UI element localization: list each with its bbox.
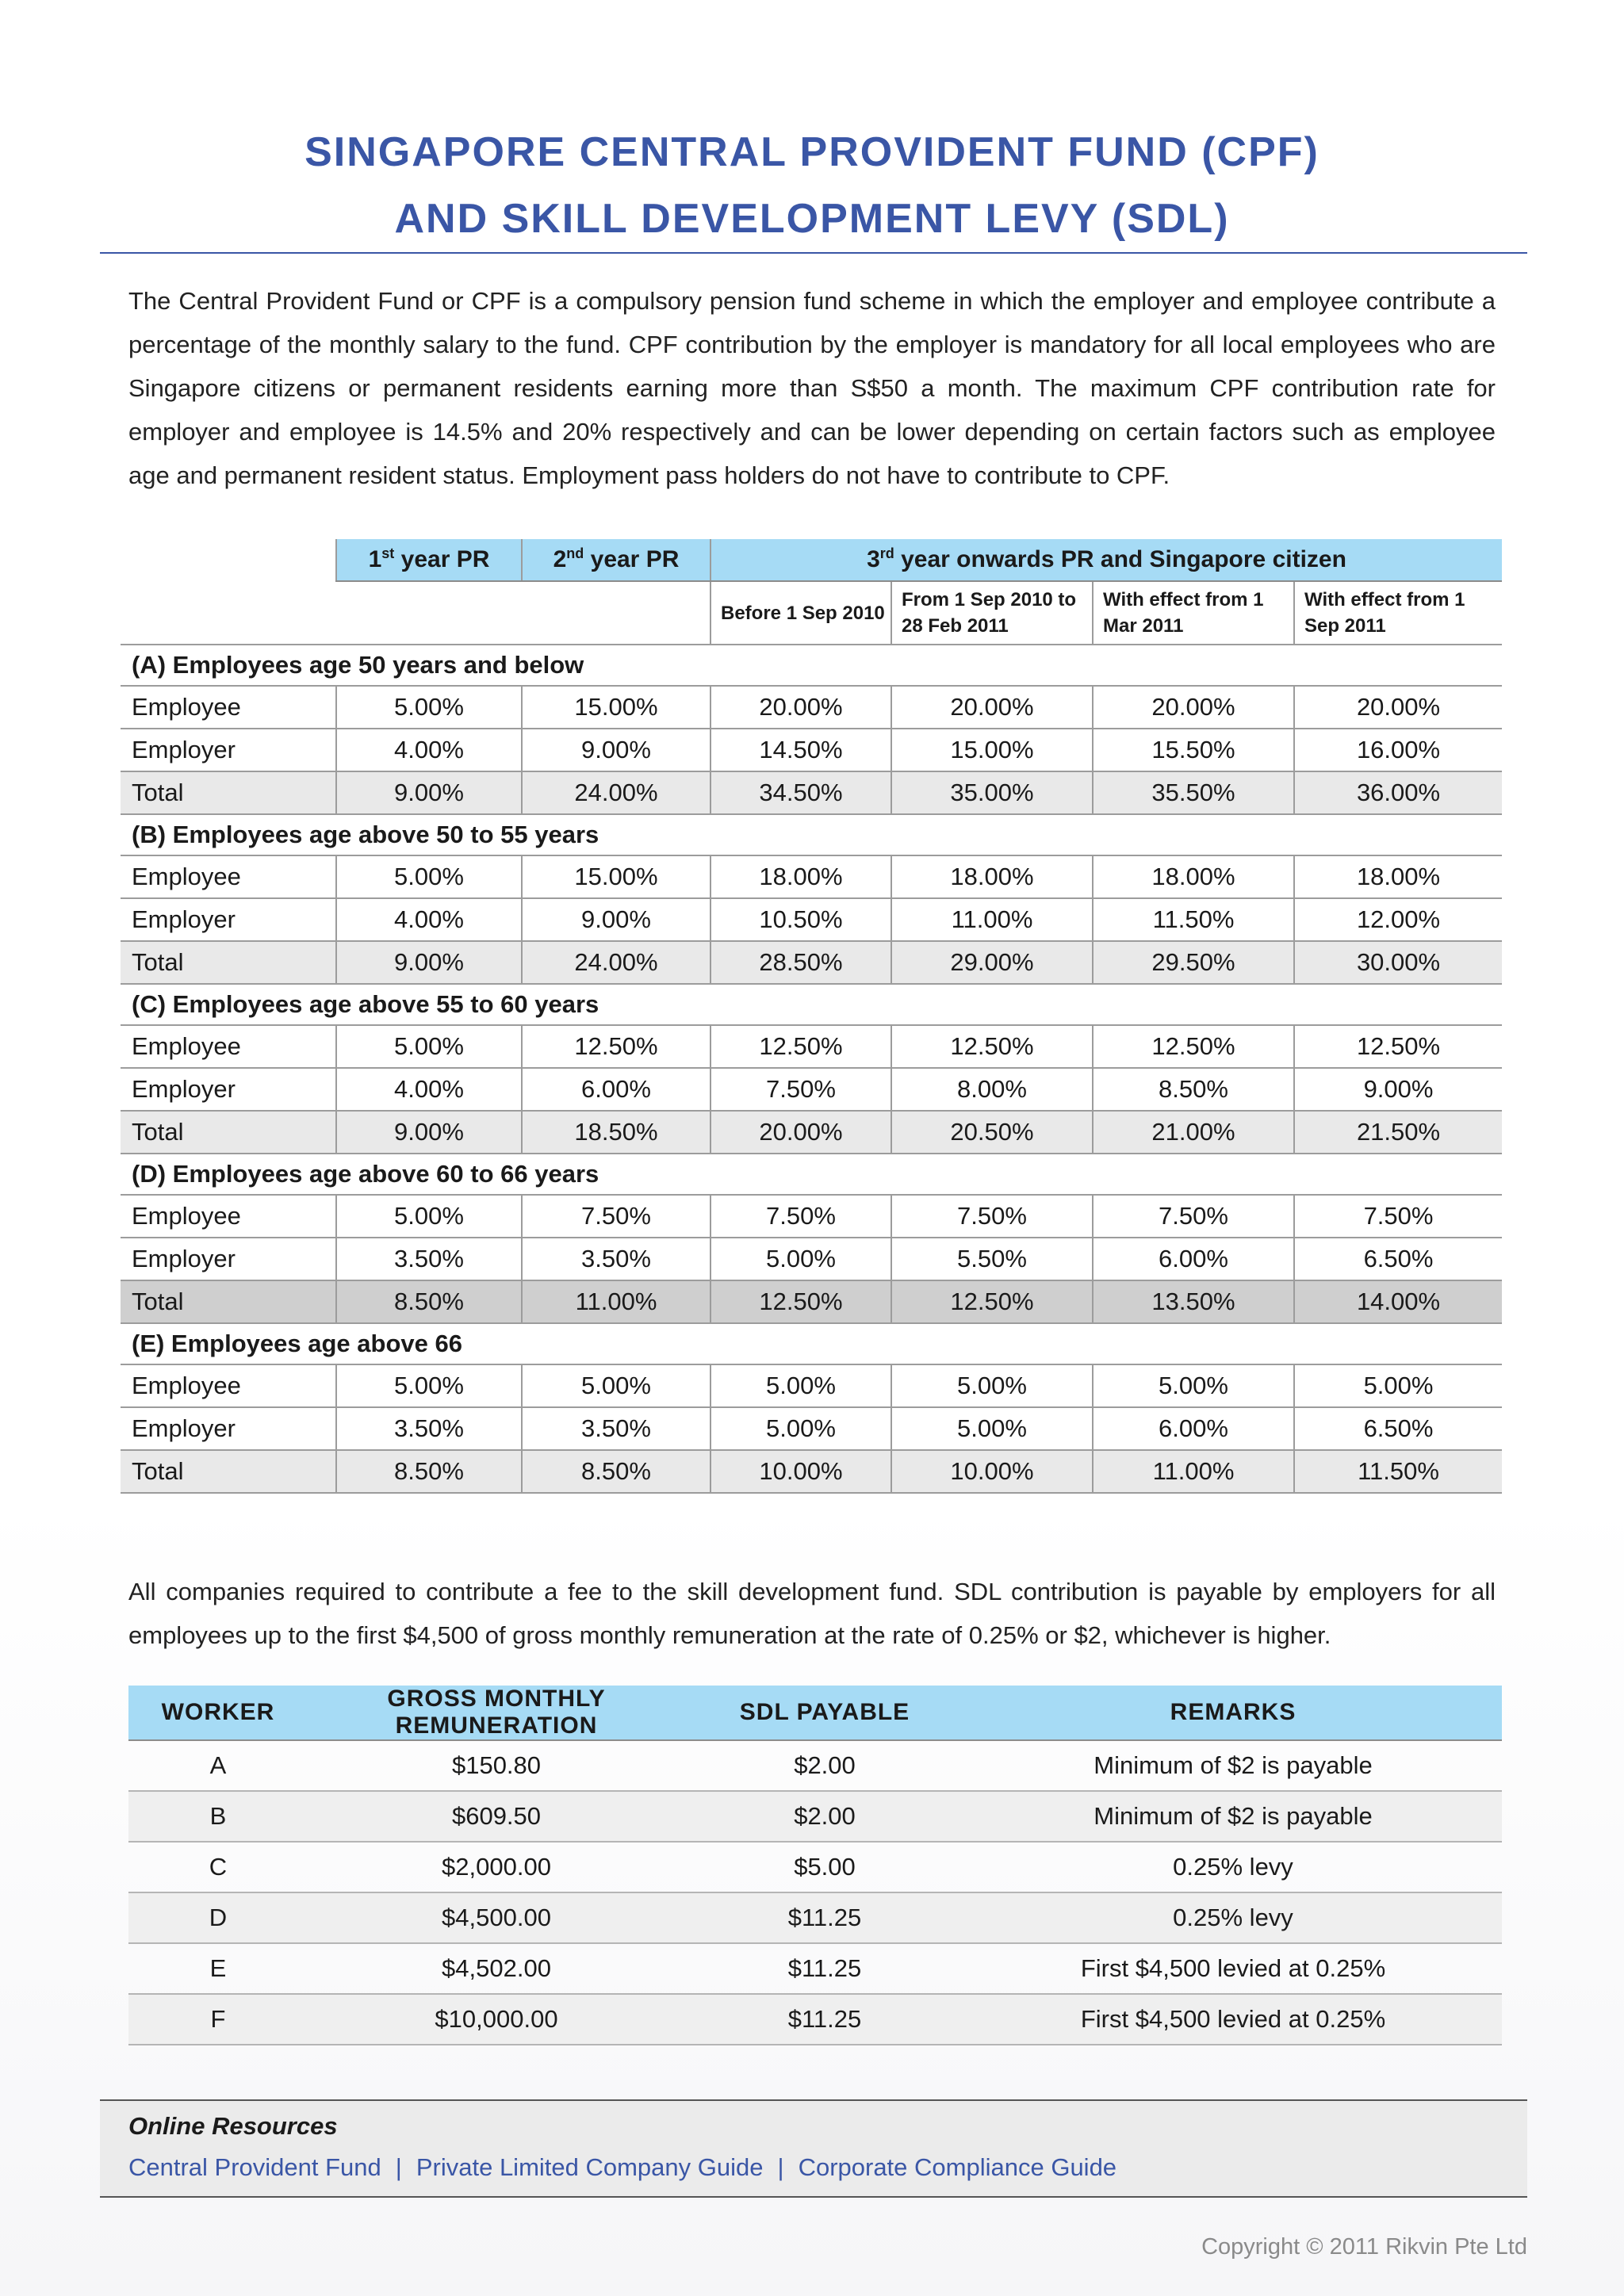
cpf-rate-cell: 18.00% (1294, 855, 1502, 898)
cpf-row-label: Employer (121, 1238, 336, 1280)
cpf-row-employee (121, 1364, 1502, 1407)
cpf-row-total (121, 941, 1502, 984)
sdl-gross-cell: $4,500.00 (308, 1892, 685, 1943)
cpf-rate-cell: 10.00% (710, 1450, 891, 1493)
sdl-payable-cell: $2.00 (685, 1791, 964, 1842)
cpf-rate-cell: 5.00% (710, 1364, 891, 1407)
sdl-worker-cell: A (128, 1740, 308, 1791)
cpf-rate-cell: 11.00% (522, 1280, 710, 1323)
sdl-row (128, 1892, 1502, 1943)
sdl-gross-cell: $10,000.00 (308, 1994, 685, 2045)
title-line-2: AND SKILL DEVELOPMENT LEVY (SDL) (394, 196, 1230, 242)
sdl-row (128, 1740, 1502, 1791)
cpf-rate-cell: 21.50% (1294, 1111, 1502, 1154)
sdl-remarks-cell: First $4,500 levied at 0.25% (964, 1994, 1502, 2045)
cpf-rate-cell: 15.00% (522, 855, 710, 898)
cpf-subheader-row (121, 581, 1502, 645)
cpf-row-label: Employee (121, 1364, 336, 1407)
cpf-rate-cell: 5.00% (710, 1238, 891, 1280)
cpf-row-employer (121, 729, 1502, 771)
cpf-row-employer (121, 1238, 1502, 1280)
cpf-rate-cell: 12.50% (522, 1025, 710, 1068)
sdl-worker-cell: F (128, 1994, 308, 2045)
cpf-rate-cell: 5.00% (336, 686, 522, 729)
cpf-row-label: Employee (121, 1025, 336, 1068)
title-divider (100, 252, 1527, 254)
cpf-rate-cell: 12.50% (710, 1280, 891, 1323)
cpf-rates-table (121, 539, 1502, 1494)
cpf-rate-cell: 5.50% (891, 1238, 1093, 1280)
cpf-rate-cell: 24.00% (522, 941, 710, 984)
cpf-rate-cell: 36.00% (1294, 771, 1502, 814)
sdl-row (128, 1842, 1502, 1892)
cpf-rate-cell: 5.00% (336, 855, 522, 898)
sdl-payable-cell: $11.25 (685, 1994, 964, 2045)
link-corporate-compliance-guide[interactable]: Corporate Compliance Guide (798, 2153, 1117, 2181)
cpf-rate-cell: 5.00% (336, 1195, 522, 1238)
cpf-row-total (121, 771, 1502, 814)
sdl-header-remarks: REMARKS (964, 1686, 1502, 1740)
cpf-row-employee (121, 855, 1502, 898)
sdl-worker-cell: C (128, 1842, 308, 1892)
cpf-rate-cell: 9.00% (1294, 1068, 1502, 1111)
cpf-rate-cell: 10.50% (710, 898, 891, 941)
link-separator: | (395, 2153, 402, 2181)
cpf-rate-cell: 12.50% (1294, 1025, 1502, 1068)
sdl-gross-cell: $150.80 (308, 1740, 685, 1791)
cpf-rate-cell: 8.50% (336, 1450, 522, 1493)
sdl-remarks-cell: 0.25% levy (964, 1892, 1502, 1943)
sdl-row (128, 1994, 1502, 2045)
cpf-rate-cell: 29.00% (891, 941, 1093, 984)
cpf-section-title: (C) Employees age above 55 to 60 years (121, 984, 1502, 1025)
cpf-section-title: (A) Employees age 50 years and below (121, 645, 1502, 686)
sdl-remarks-cell: 0.25% levy (964, 1842, 1502, 1892)
cpf-rate-cell: 8.00% (891, 1068, 1093, 1111)
cpf-rate-cell: 35.50% (1093, 771, 1294, 814)
cpf-rate-cell: 7.50% (1294, 1195, 1502, 1238)
cpf-row-label: Employer (121, 729, 336, 771)
cpf-section-title: (D) Employees age above 60 to 66 years (121, 1154, 1502, 1195)
cpf-rate-cell: 9.00% (336, 1111, 522, 1154)
cpf-row-label: Employer (121, 898, 336, 941)
cpf-rate-cell: 20.00% (1294, 686, 1502, 729)
cpf-rate-cell: 3.50% (336, 1407, 522, 1450)
link-separator: | (777, 2153, 784, 2181)
cpf-row-label: Employer (121, 1068, 336, 1111)
sdl-row (128, 1943, 1502, 1994)
cpf-row-label: Employee (121, 1195, 336, 1238)
cpf-rate-cell: 12.50% (891, 1280, 1093, 1323)
cpf-row-label: Total (121, 1450, 336, 1493)
cpf-section-row (121, 984, 1502, 1025)
header-2nd-year-pr: 2nd year PR (522, 539, 710, 581)
cpf-rate-cell: 9.00% (336, 771, 522, 814)
cpf-rate-cell: 15.50% (1093, 729, 1294, 771)
cpf-section-row (121, 1323, 1502, 1364)
cpf-row-employer (121, 898, 1502, 941)
cpf-rate-cell: 11.00% (891, 898, 1093, 941)
cpf-rate-cell: 12.50% (1093, 1025, 1294, 1068)
cpf-rate-cell: 15.00% (891, 729, 1093, 771)
cpf-rate-cell: 7.50% (891, 1195, 1093, 1238)
sdl-header-payable: SDL PAYABLE (685, 1686, 964, 1740)
subheader-from-mar-2011: With effect from 1 Mar 2011 (1093, 581, 1294, 645)
cpf-rate-cell: 35.00% (891, 771, 1093, 814)
cpf-header-row (121, 539, 1502, 581)
cpf-rate-cell: 18.00% (891, 855, 1093, 898)
sdl-worker-cell: E (128, 1943, 308, 1994)
cpf-rate-cell: 20.00% (891, 686, 1093, 729)
sdl-gross-cell: $2,000.00 (308, 1842, 685, 1892)
cpf-rate-cell: 18.50% (522, 1111, 710, 1154)
cpf-rate-cell: 13.50% (1093, 1280, 1294, 1323)
cpf-rate-cell: 4.00% (336, 729, 522, 771)
copyright-notice: Copyright © 2011 Rikvin Pte Ltd (1201, 2234, 1527, 2260)
page-title (0, 119, 1624, 252)
cpf-rate-cell: 5.00% (891, 1364, 1093, 1407)
link-central-provident-fund[interactable]: Central Provident Fund (128, 2153, 381, 2181)
sdl-payable-cell: $5.00 (685, 1842, 964, 1892)
cpf-rate-cell: 14.00% (1294, 1280, 1502, 1323)
cpf-rate-cell: 12.50% (710, 1025, 891, 1068)
sdl-table (128, 1686, 1502, 2045)
cpf-rate-cell: 7.50% (710, 1068, 891, 1111)
cpf-rate-cell: 20.50% (891, 1111, 1093, 1154)
cpf-rate-cell: 24.00% (522, 771, 710, 814)
cpf-row-employee (121, 686, 1502, 729)
cpf-row-label: Employer (121, 1407, 336, 1450)
cpf-section-title: (B) Employees age above 50 to 55 years (121, 814, 1502, 855)
cpf-rate-cell: 30.00% (1294, 941, 1502, 984)
cpf-row-label: Total (121, 771, 336, 814)
cpf-rate-cell: 34.50% (710, 771, 891, 814)
sdl-remarks-cell: Minimum of $2 is payable (964, 1791, 1502, 1842)
sdl-payable-cell: $11.25 (685, 1943, 964, 1994)
cpf-rate-cell: 7.50% (710, 1195, 891, 1238)
sdl-worker-cell: B (128, 1791, 308, 1842)
cpf-row-label: Employee (121, 855, 336, 898)
sdl-worker-cell: D (128, 1892, 308, 1943)
cpf-rate-cell: 5.00% (710, 1407, 891, 1450)
cpf-row-total (121, 1450, 1502, 1493)
cpf-rate-cell: 12.50% (891, 1025, 1093, 1068)
cpf-rate-cell: 9.00% (522, 729, 710, 771)
sdl-intro-paragraph: All companies required to contribute a fee to the skill development fund. SDL contribution is payable by employers for all employees up to the first $4,500 of gross monthly remuneration at the rate of 0.25% or $2, whichever is higher. (128, 1578, 1496, 1649)
sdl-payable-cell: $11.25 (685, 1892, 964, 1943)
header-3rd-year-onwards: 3rd year onwards PR and Singapore citizen (710, 539, 1502, 581)
cpf-rate-cell: 9.00% (522, 898, 710, 941)
cpf-rate-cell: 12.00% (1294, 898, 1502, 941)
sdl-payable-cell: $2.00 (685, 1740, 964, 1791)
subheader-sep2010-feb2011: From 1 Sep 2010 to 28 Feb 2011 (891, 581, 1093, 645)
online-resources-box (100, 2099, 1527, 2198)
cpf-rate-cell: 3.50% (522, 1238, 710, 1280)
cpf-row-label: Total (121, 941, 336, 984)
cpf-rate-cell: 7.50% (522, 1195, 710, 1238)
cpf-row-label: Employee (121, 686, 336, 729)
sdl-row (128, 1791, 1502, 1842)
cpf-rate-cell: 6.00% (1093, 1407, 1294, 1450)
cpf-rate-cell: 5.00% (336, 1364, 522, 1407)
sdl-header-worker: WORKER (128, 1686, 308, 1740)
cpf-rate-cell: 28.50% (710, 941, 891, 984)
cpf-rate-cell: 5.00% (522, 1364, 710, 1407)
sdl-header-gross: GROSS MONTHLY REMUNERATION (308, 1686, 685, 1740)
link-private-limited-company-guide[interactable]: Private Limited Company Guide (416, 2153, 764, 2181)
cpf-rate-cell: 10.00% (891, 1450, 1093, 1493)
cpf-row-label: Total (121, 1111, 336, 1154)
header-1st-year-pr: 1st year PR (336, 539, 522, 581)
online-resources-links (128, 2153, 1116, 2182)
cpf-rate-cell: 11.50% (1093, 898, 1294, 941)
sdl-gross-cell: $4,502.00 (308, 1943, 685, 1994)
cpf-row-total (121, 1280, 1502, 1323)
cpf-row-employer (121, 1068, 1502, 1111)
cpf-rate-cell: 21.00% (1093, 1111, 1294, 1154)
cpf-row-label: Total (121, 1280, 336, 1323)
cpf-rate-cell: 16.00% (1294, 729, 1502, 771)
cpf-rate-cell: 5.00% (891, 1407, 1093, 1450)
cpf-rate-cell: 3.50% (336, 1238, 522, 1280)
title-line-1: SINGAPORE CENTRAL PROVIDENT FUND (CPF) (304, 129, 1320, 175)
cpf-rate-cell: 3.50% (522, 1407, 710, 1450)
cpf-rate-cell: 8.50% (522, 1450, 710, 1493)
subheader-from-sep-2011: With effect from 1 Sep 2011 (1294, 581, 1502, 645)
sdl-remarks-cell: Minimum of $2 is payable (964, 1740, 1502, 1791)
cpf-rate-cell: 29.50% (1093, 941, 1294, 984)
sdl-gross-cell: $609.50 (308, 1791, 685, 1842)
cpf-row-total (121, 1111, 1502, 1154)
cpf-rate-cell: 8.50% (1093, 1068, 1294, 1111)
cpf-rate-cell: 18.00% (710, 855, 891, 898)
cpf-rate-cell: 20.00% (710, 686, 891, 729)
cpf-rate-cell: 4.00% (336, 1068, 522, 1111)
cpf-rate-cell: 6.50% (1294, 1238, 1502, 1280)
cpf-rate-cell: 11.50% (1294, 1450, 1502, 1493)
cpf-rate-cell: 5.00% (1093, 1364, 1294, 1407)
sdl-remarks-cell: First $4,500 levied at 0.25% (964, 1943, 1502, 1994)
cpf-section-row (121, 1154, 1502, 1195)
cpf-rate-cell: 15.00% (522, 686, 710, 729)
cpf-rate-cell: 14.50% (710, 729, 891, 771)
cpf-section-title: (E) Employees age above 66 (121, 1323, 1502, 1364)
online-resources-title: Online Resources (128, 2112, 338, 2140)
cpf-rate-cell: 5.00% (336, 1025, 522, 1068)
sdl-header-row (128, 1686, 1502, 1740)
cpf-row-employer (121, 1407, 1502, 1450)
cpf-rate-cell: 6.00% (1093, 1238, 1294, 1280)
cpf-rate-cell: 11.00% (1093, 1450, 1294, 1493)
cpf-section-row (121, 645, 1502, 686)
cpf-rate-cell: 6.50% (1294, 1407, 1502, 1450)
header-blank-cell (121, 539, 336, 581)
cpf-rate-cell: 5.00% (1294, 1364, 1502, 1407)
cpf-rate-cell: 20.00% (710, 1111, 891, 1154)
cpf-intro-paragraph: The Central Provident Fund or CPF is a compulsory pension fund scheme in which the employer and employee contribute a percentage of the monthly salary to the fund. CPF contribution by the employer is mandatory for all local employees who are Singapore citizens or permanent residents earning more than S$50 a month. The maximum CPF contribution rate for employer and employee is 14.5% and 20% respectively and can be lower depending on certain factors such as employee age and permanent resident status. Employment pass holders do not have to contribute to CPF. (128, 287, 1496, 489)
cpf-rate-cell: 7.50% (1093, 1195, 1294, 1238)
cpf-row-employee (121, 1195, 1502, 1238)
subheader-before-sep-2010: Before 1 Sep 2010 (710, 581, 891, 645)
cpf-rate-cell: 4.00% (336, 898, 522, 941)
cpf-section-row (121, 814, 1502, 855)
cpf-row-employee (121, 1025, 1502, 1068)
cpf-rate-cell: 18.00% (1093, 855, 1294, 898)
cpf-rate-cell: 9.00% (336, 941, 522, 984)
cpf-rate-cell: 20.00% (1093, 686, 1294, 729)
cpf-rate-cell: 8.50% (336, 1280, 522, 1323)
cpf-rate-cell: 6.00% (522, 1068, 710, 1111)
